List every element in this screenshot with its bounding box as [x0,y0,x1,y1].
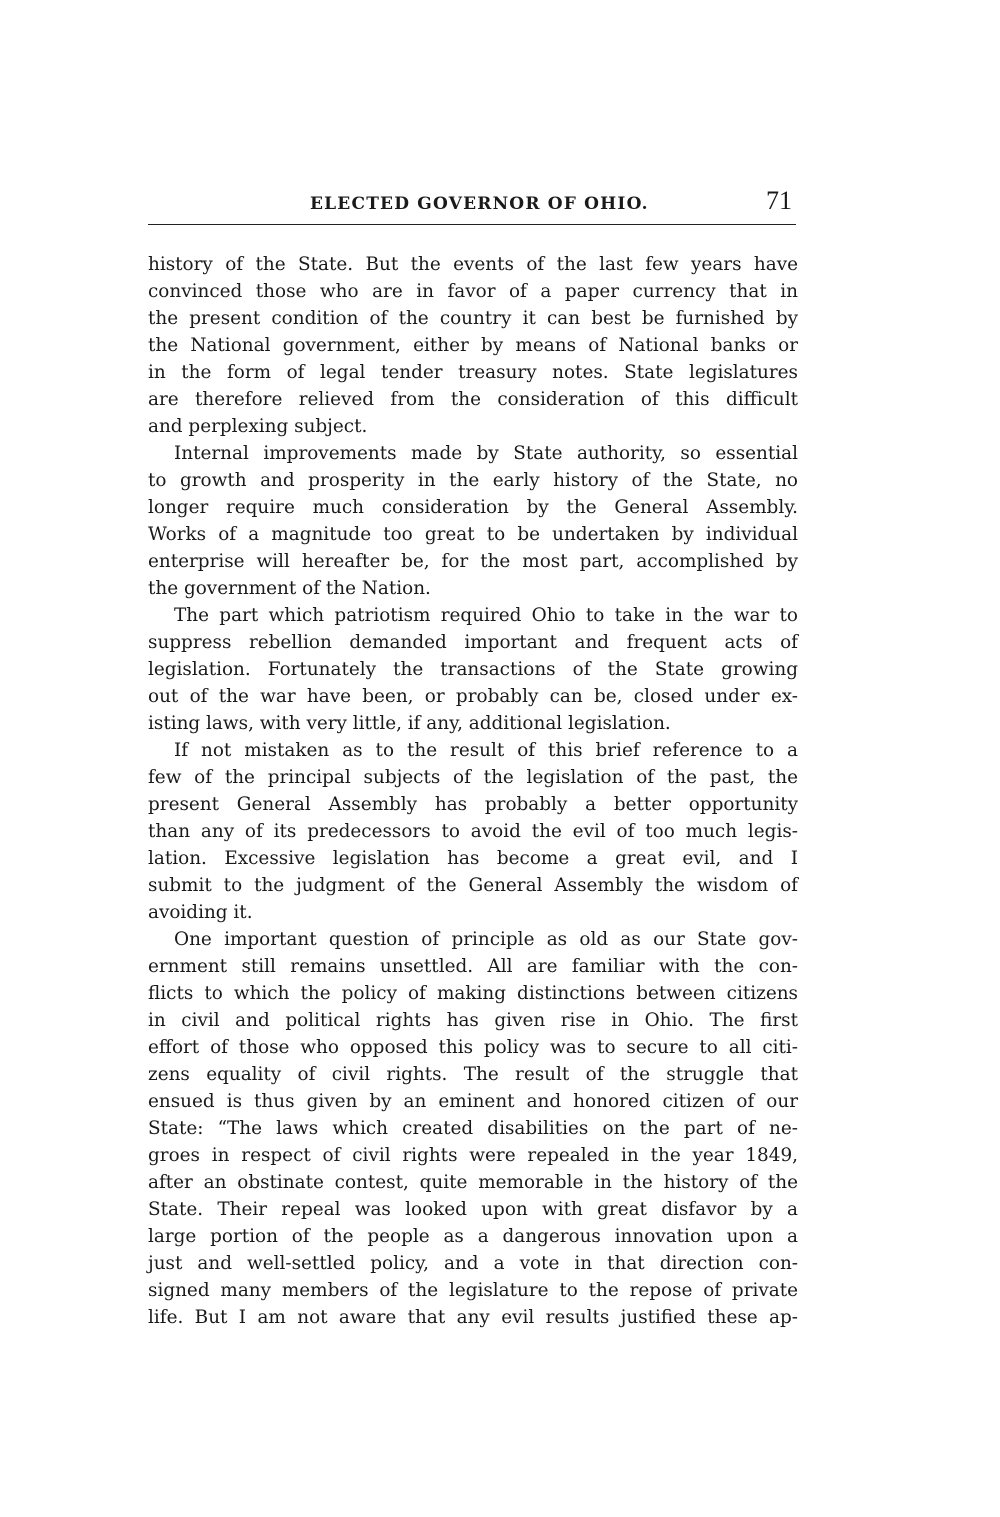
text-line: signed many members of the legislature to the repose of private [148,1280,798,1301]
text-line: The part which patriotism required Ohio to take in the war to [174,605,798,626]
text-line: convinced those who are in favor of a paper currency that in [148,281,798,302]
text-line: in the form of legal tender treasury notes. State legislatures [148,362,798,383]
paragraph [148,926,798,1331]
text-line: than any of its predecessors to avoid the evil of too much legis- [148,821,798,842]
text-line: If not mistaken as to the result of this brief reference to a [174,740,798,761]
text-line: and perplexing subject. [148,416,368,437]
text-line: One important question of principle as old as our State gov- [174,929,798,950]
text-line: few of the principal subjects of the legislation of the past, the [148,767,798,788]
text-line: Works of a magnitude too great to be undertaken by individual [148,524,798,545]
text-line: large portion of the people as a dangerous innovation upon a [148,1226,798,1247]
header-rule [148,224,796,225]
text-line: out of the war have been, or probably can be, closed under ex- [148,686,798,707]
text-line: are therefore relieved from the consideration of this difficult [148,389,798,410]
running-title: ELECTED GOVERNOR OF OHIO. [310,194,649,214]
text-line: State: “The laws which created disabilities on the part of ne- [148,1118,798,1139]
paragraph [148,251,798,440]
paragraph [148,440,798,602]
text-line: lation. Excessive legislation has become a great evil, and I [148,848,798,869]
page-number: 71 [766,186,792,215]
text-line: the government of the Nation. [148,578,431,599]
text-line: ernment still remains unsettled. All are familiar with the con- [148,956,798,977]
paragraph [148,602,798,737]
text-line: longer require much consideration by the General Assembly. [148,497,798,518]
text-line: ensued is thus given by an eminent and honored citizen of our [148,1091,798,1112]
text-line: life. But I am not aware that any evil results justified these ap- [148,1307,798,1328]
text-line: to growth and prosperity in the early history of the State, no [148,470,798,491]
paragraph [148,737,798,926]
text-line: isting laws, with very little, if any, additional legislation. [148,713,671,734]
body-text [148,251,798,1331]
text-line: in civil and political rights has given rise in Ohio. The first [148,1010,798,1031]
text-line: effort of those who opposed this policy was to secure to all citi- [148,1037,798,1058]
text-line: submit to the judgment of the General Assembly the wisdom of [148,875,798,896]
text-line: Internal improvements made by State authority, so essential [174,443,798,464]
text-line: groes in respect of civil rights were repealed in the year 1849, [148,1145,798,1166]
text-line: zens equality of civil rights. The result of the struggle that [148,1064,798,1085]
text-line: after an obstinate contest, quite memorable in the history of the [148,1172,798,1193]
text-line: history of the State. But the events of the last few years have [148,254,798,275]
text-line: enterprise will hereafter be, for the most part, accomplished by [148,551,798,572]
text-line: suppress rebellion demanded important and frequent acts of [148,632,798,653]
text-line: just and well-settled policy, and a vote in that direction con- [148,1253,798,1274]
text-line: the National government, either by means of National banks or [148,335,798,356]
text-line: the present condition of the country it can best be furnished by [148,308,798,329]
text-line: avoiding it. [148,902,253,923]
text-line: present General Assembly has probably a better opportunity [148,794,798,815]
text-line: flicts to which the policy of making distinctions between citizens [148,983,798,1004]
page-header [148,186,798,220]
text-line: State. Their repeal was looked upon with great disfavor by a [148,1199,798,1220]
text-line: legislation. Fortunately the transactions of the State growing [148,659,798,680]
